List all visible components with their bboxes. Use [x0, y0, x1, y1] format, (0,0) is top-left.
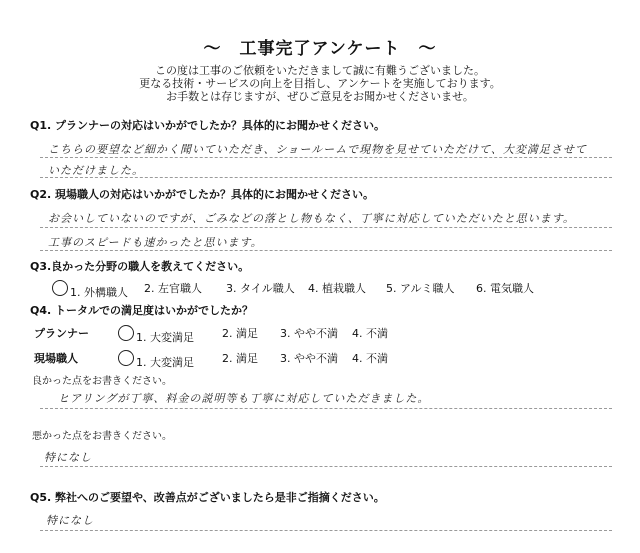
- bad-points-prompt: 悪かった点をお書きください。: [32, 431, 172, 442]
- selected-circle: [52, 280, 68, 296]
- survey-title: ～ 工事完了アンケート ～: [203, 39, 437, 59]
- q1-answer-line-2: いただけました。: [48, 164, 144, 177]
- q4-row-planner-label: プランナー: [34, 327, 89, 340]
- answer-line: [40, 177, 612, 178]
- selected-circle: [118, 350, 134, 366]
- intro-line-1: この度は工事のご依頼をいただきまして誠に有難うございました。: [155, 64, 485, 77]
- answer-line: [40, 408, 612, 409]
- bad-points-answer: 特になし: [44, 451, 92, 464]
- q4-planner-option-2: 2. 満足: [222, 327, 258, 340]
- q5-question: Q5. 弊社へのご要望や、改善点がございましたら是非ご指摘ください。: [30, 491, 385, 504]
- q4-row-craftsman-label: 現場職人: [34, 352, 78, 365]
- answer-line: [40, 466, 612, 467]
- q4-question: Q4. トータルでの満足度はいかがでしたか？: [30, 304, 254, 317]
- intro-line-3: お手数とは存じますが、ぜひご意見をお聞かせくださいませ。: [166, 90, 474, 103]
- q3-option-6: 6. 電気職人: [476, 282, 534, 295]
- answer-line: [40, 530, 612, 531]
- q2-answer-line-2: 工事のスピードも速かったと思います。: [48, 236, 263, 249]
- q4-planner-option-1: 1. 大変満足: [122, 325, 194, 345]
- q5-answer: 特になし: [46, 514, 94, 527]
- selected-circle: [118, 325, 134, 341]
- intro-line-2: 更なる技術・サービスの向上を目指し、アンケートを実施しております。: [139, 77, 501, 90]
- answer-line: [40, 157, 612, 158]
- q4-craftsman-option-2: 2. 満足: [222, 352, 258, 365]
- good-points-prompt: 良かった点をお書きください。: [32, 376, 172, 387]
- q2-question: Q2. 現場職人の対応はいかがでしたか？具体的にお聞かせください。: [30, 188, 375, 201]
- q3-option-3: 3. タイル職人: [226, 282, 295, 295]
- q4-planner-option-3: 3. やや不満: [280, 327, 338, 340]
- q3-option-2: 2. 左官職人: [144, 282, 202, 295]
- q1-answer-line-1: こちらの要望など細かく聞いていただき、ショールームで現物を見せていただけて、大変満足させて: [48, 143, 587, 156]
- q1-question: Q1. プランナーの対応はいかがでしたか？具体的にお聞かせください。: [30, 119, 386, 132]
- q2-answer-line-1: お会いしていないのですが、ごみなどの落とし物もなく、丁寧に対応していただいたと思います。: [48, 212, 575, 225]
- q4-craftsman-option-3: 3. やや不満: [280, 352, 338, 365]
- q3-option-4: 4. 植栽職人: [308, 282, 366, 295]
- answer-line: [40, 227, 612, 228]
- q4-planner-option-4: 4. 不満: [352, 327, 388, 340]
- q3-option-1: 1. 外構職人: [56, 280, 128, 300]
- q4-craftsman-option-1: 1. 大変満足: [122, 350, 194, 370]
- answer-line: [40, 250, 612, 251]
- q3-option-5: 5. アルミ職人: [386, 282, 455, 295]
- q4-craftsman-option-4: 4. 不満: [352, 352, 388, 365]
- good-points-answer: ヒアリングが丁寧、料金の説明等も丁寧に対応していただきました。: [58, 392, 430, 405]
- q3-question: Q3.良かった分野の職人を教えてください。: [30, 260, 250, 273]
